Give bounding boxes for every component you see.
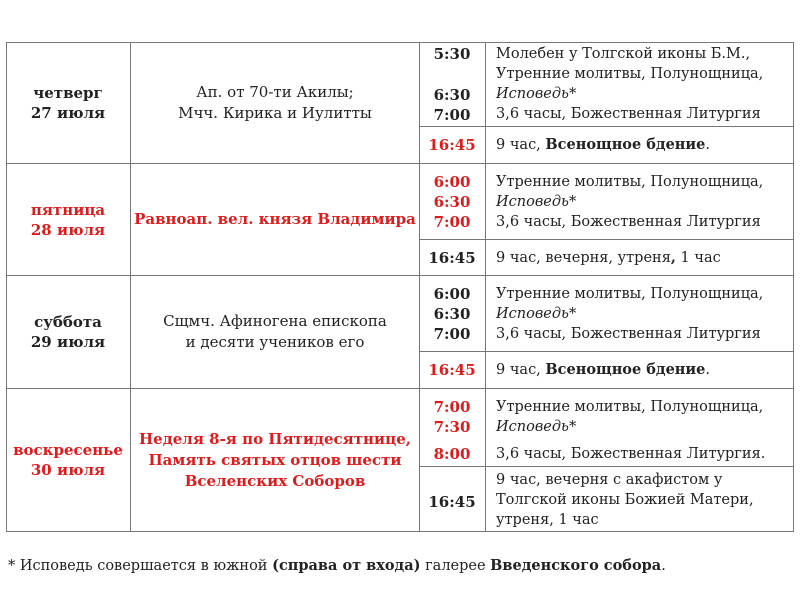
table-right-border [793, 42, 794, 532]
feast-cell [131, 389, 419, 531]
services [496, 44, 788, 124]
time: 16:45 [428, 361, 476, 379]
footnote-text: галерее [420, 558, 491, 574]
service-line: Молебен у Толгской иконы Б.М., [496, 46, 751, 62]
service-text: 9 час, [496, 362, 546, 378]
service-line: 3,6 часы, Божественная Литургия. [496, 446, 766, 462]
service-line: Утренние молитвы, Полунощница, [496, 174, 764, 190]
time: 7:00 [433, 398, 471, 416]
weekday: четверг [33, 84, 103, 102]
day-cell [6, 389, 130, 531]
evening-service [496, 360, 788, 380]
time: 7:00 [433, 213, 471, 231]
service-text: . [705, 137, 711, 153]
time: 7:00 [433, 106, 471, 124]
service-text: , [670, 249, 676, 266]
feast-line: Неделя 8-я по Пятидесятнице, [139, 429, 411, 448]
service-line: 9 час, вечерня с акафистом у [496, 472, 723, 488]
time: 7:00 [433, 325, 471, 343]
footnote-text: . [661, 558, 666, 574]
evening-service [496, 248, 788, 268]
service-line: Утренние молитвы, Полунощница, [496, 286, 764, 302]
time: 7:30 [433, 418, 471, 436]
evening-divider [419, 126, 794, 127]
table-bottom-border [6, 531, 794, 532]
footnote-text: * Исповедь совершается в южной [8, 558, 273, 574]
service-line: 3,6 часы, Божественная Литургия [496, 106, 761, 122]
time: 6:00 [433, 173, 471, 191]
service-text: Всенощное бдение [545, 136, 706, 153]
evening-divider [419, 239, 794, 240]
service-line: 3,6 часы, Божественная Литургия [496, 214, 761, 230]
schedule-table [6, 42, 794, 532]
service-text: 9 час, [496, 137, 546, 153]
weekday: суббота [34, 313, 102, 331]
day-cell [6, 276, 130, 388]
service-text: Всенощное бдение [545, 361, 706, 378]
service-line: утреня, 1 час [496, 512, 599, 528]
time: 6:30 [433, 305, 471, 323]
feast-cell [131, 164, 419, 275]
service-text: 1 час [675, 250, 721, 266]
feast-line: Мчч. Кирика и Иулитты [178, 104, 372, 122]
feast-line: Сщмч. Афиногена епископа [163, 312, 387, 330]
time: 16:45 [428, 249, 476, 267]
service-line: Исповедь* [496, 86, 577, 102]
services [496, 172, 788, 232]
time: 16:45 [428, 136, 476, 154]
evening-service [496, 470, 788, 530]
day-cell [6, 164, 130, 275]
date: 27 июля [30, 104, 106, 122]
column-divider [485, 42, 486, 532]
services [496, 284, 788, 344]
evening-divider [419, 351, 794, 352]
service-line: Исповедь* [496, 419, 577, 435]
footnote [8, 556, 666, 576]
time: 8:00 [433, 445, 471, 463]
time: 5:30 [433, 45, 471, 63]
date: 28 июля [30, 220, 106, 239]
service-line: Исповедь* [496, 306, 577, 322]
evening-service [496, 135, 788, 155]
feast-cell [131, 43, 419, 163]
time: 6:30 [433, 86, 471, 104]
date: 30 июля [30, 461, 106, 479]
time: 6:30 [433, 193, 471, 211]
service-text: . [705, 362, 711, 378]
feast-line: Равноап. вел. князя Владимира [134, 210, 416, 228]
service-line: Толгской иконы Божией Матери, [496, 492, 754, 508]
footnote-text: (справа от входа) [272, 557, 421, 574]
service-line: Утренние молитвы, Полунощница, [496, 66, 764, 82]
time: 16:45 [428, 493, 476, 511]
feast-line: Ап. от 70-ти Акилы; [196, 83, 354, 101]
evening-divider [419, 466, 794, 467]
day-cell [6, 43, 130, 163]
feast-line: Память святых отцов шести [148, 450, 402, 469]
service-line: Исповедь* [496, 194, 577, 210]
feast-line: и десяти учеников его [185, 333, 365, 351]
services [496, 397, 788, 437]
service-text: 9 час, вечерня, утреня [496, 250, 671, 266]
date: 29 июля [30, 333, 106, 351]
feast-line: Вселенских Соборов [184, 471, 366, 490]
service-line: 3,6 часы, Божественная Литургия [496, 326, 761, 342]
service-line: Утренние молитвы, Полунощница, [496, 399, 764, 415]
weekday: пятница [30, 200, 106, 219]
weekday: воскресенье [13, 441, 123, 459]
feast-cell [131, 276, 419, 388]
time: 6:00 [433, 285, 471, 303]
footnote-text: Введенского собора [490, 557, 662, 574]
